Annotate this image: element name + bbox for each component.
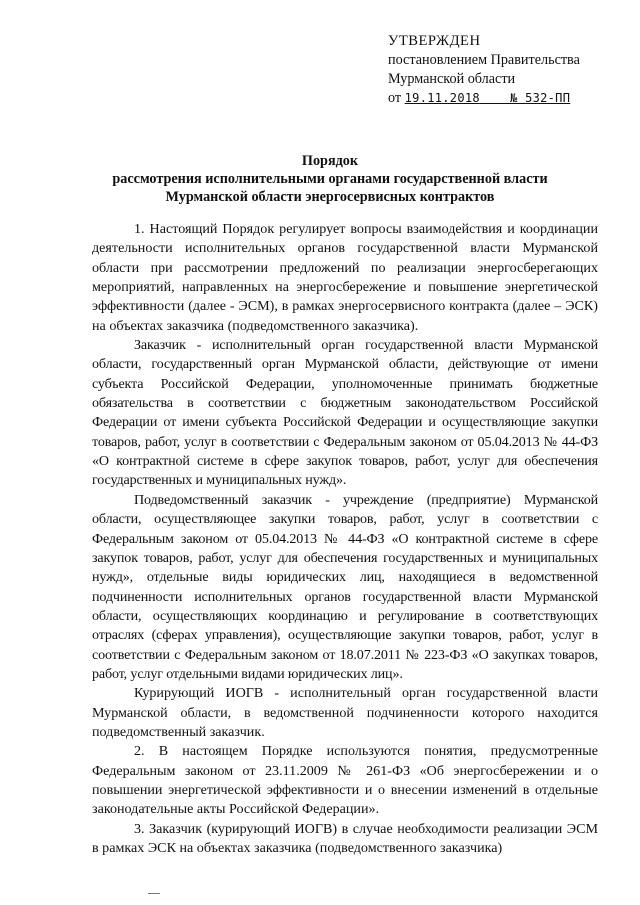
page-edge-mark <box>148 893 160 894</box>
paragraph-3: 3. Заказчик (курирующий ИОГВ) в случае необходимости реализации ЭСМ в рамках ЭСК на объектах заказчика (подведомственного заказчика) <box>92 820 598 856</box>
approval-date-line <box>388 89 628 108</box>
approval-line-1: постановлением Правительства <box>388 52 580 68</box>
document-title <box>60 152 600 206</box>
title-line-1: Порядок <box>301 153 359 169</box>
paragraph-supervising-body: Курирующий ИОГВ - исполнительный орган государственной власти Мурманской области, в ведомственной подчиненности которого находится подведомственный заказчик. <box>92 685 598 740</box>
paragraph-2: 2. В настоящем Порядке используются понятия, предусмотренные Федеральным законом от 23.11.2009 № 261-ФЗ «Об энергосбережении и о повышении энергетической эффективности и о внесении изменений в отдельные законодательные акты Российской Федерации». <box>92 743 598 818</box>
paragraph-subordinate-customer: Подведомственный заказчик - учреждение (предприятие) Мурманской области, осуществляющее закупки товаров, работ, услуг в соответствии с Федеральным законом от 05.04.2013 № 44-ФЗ «О контрактной системе в сфере закупок товаров, работ, услуг для обеспечения государственных и муниципальных нужд», отдельные виды юридических лиц, находящиеся в ведомственной подчиненности исполнительных органов государственной власти Мурманской области, осуществляющих координацию и регулирование в соответствующих отраслях (сферах управления), осуществляющие закупки товаров, работ, услуг в соответствии с Федеральным законом от 18.07.2011 № 223-ФЗ «О закупках товаров, работ, услуг отдельными видами юридических лиц». <box>92 491 598 682</box>
approval-number: 532-ПП <box>525 91 571 105</box>
title-line-3: Мурманской области энергосервисных контрактов <box>165 189 495 205</box>
approval-line-2: Мурманской области <box>388 71 516 87</box>
paragraph-1: 1. Настоящий Порядок регулирует вопросы взаимодействия и координации деятельности исполнительных органов государственной власти Мурманской области при рассмотрении предложений по реализации энергосберегающих мероприятий, направленных на энергосбережение и повышение энергетической эффективности (далее - ЭСМ), в рамках энергосервисного контракта (далее – ЭСК) на объектах заказчика (подведомственного заказчика). <box>92 221 598 334</box>
approval-date: 19.11.2018 <box>404 91 480 105</box>
document-body <box>92 220 598 858</box>
approval-number-prefix: № <box>510 91 518 105</box>
approval-heading: УТВЕРЖДЕН <box>388 33 481 49</box>
approval-stamp <box>388 32 628 108</box>
paragraph-customer-definition: Заказчик - исполнительный орган государственной власти Мурманской области, государственный орган Мурманской области, действующие от имени субъекта Российской Федерации, уполномоченные принимать бюджетные обязательства в соответствии с бюджетным законодательством Российской Федерации от имени субъекта Российской Федерации и осуществляющие закупки товаров, работ, услуг в соответствии с Федеральным законом от 05.04.2013 № 44-ФЗ «О контрактной системе в сфере закупок товаров, работ, услуг для обеспечения государственных и муниципальных нужд». <box>92 337 598 489</box>
title-line-2: рассмотрения исполнительными органами государственной власти <box>112 171 548 187</box>
approval-date-prefix: от <box>388 90 405 106</box>
